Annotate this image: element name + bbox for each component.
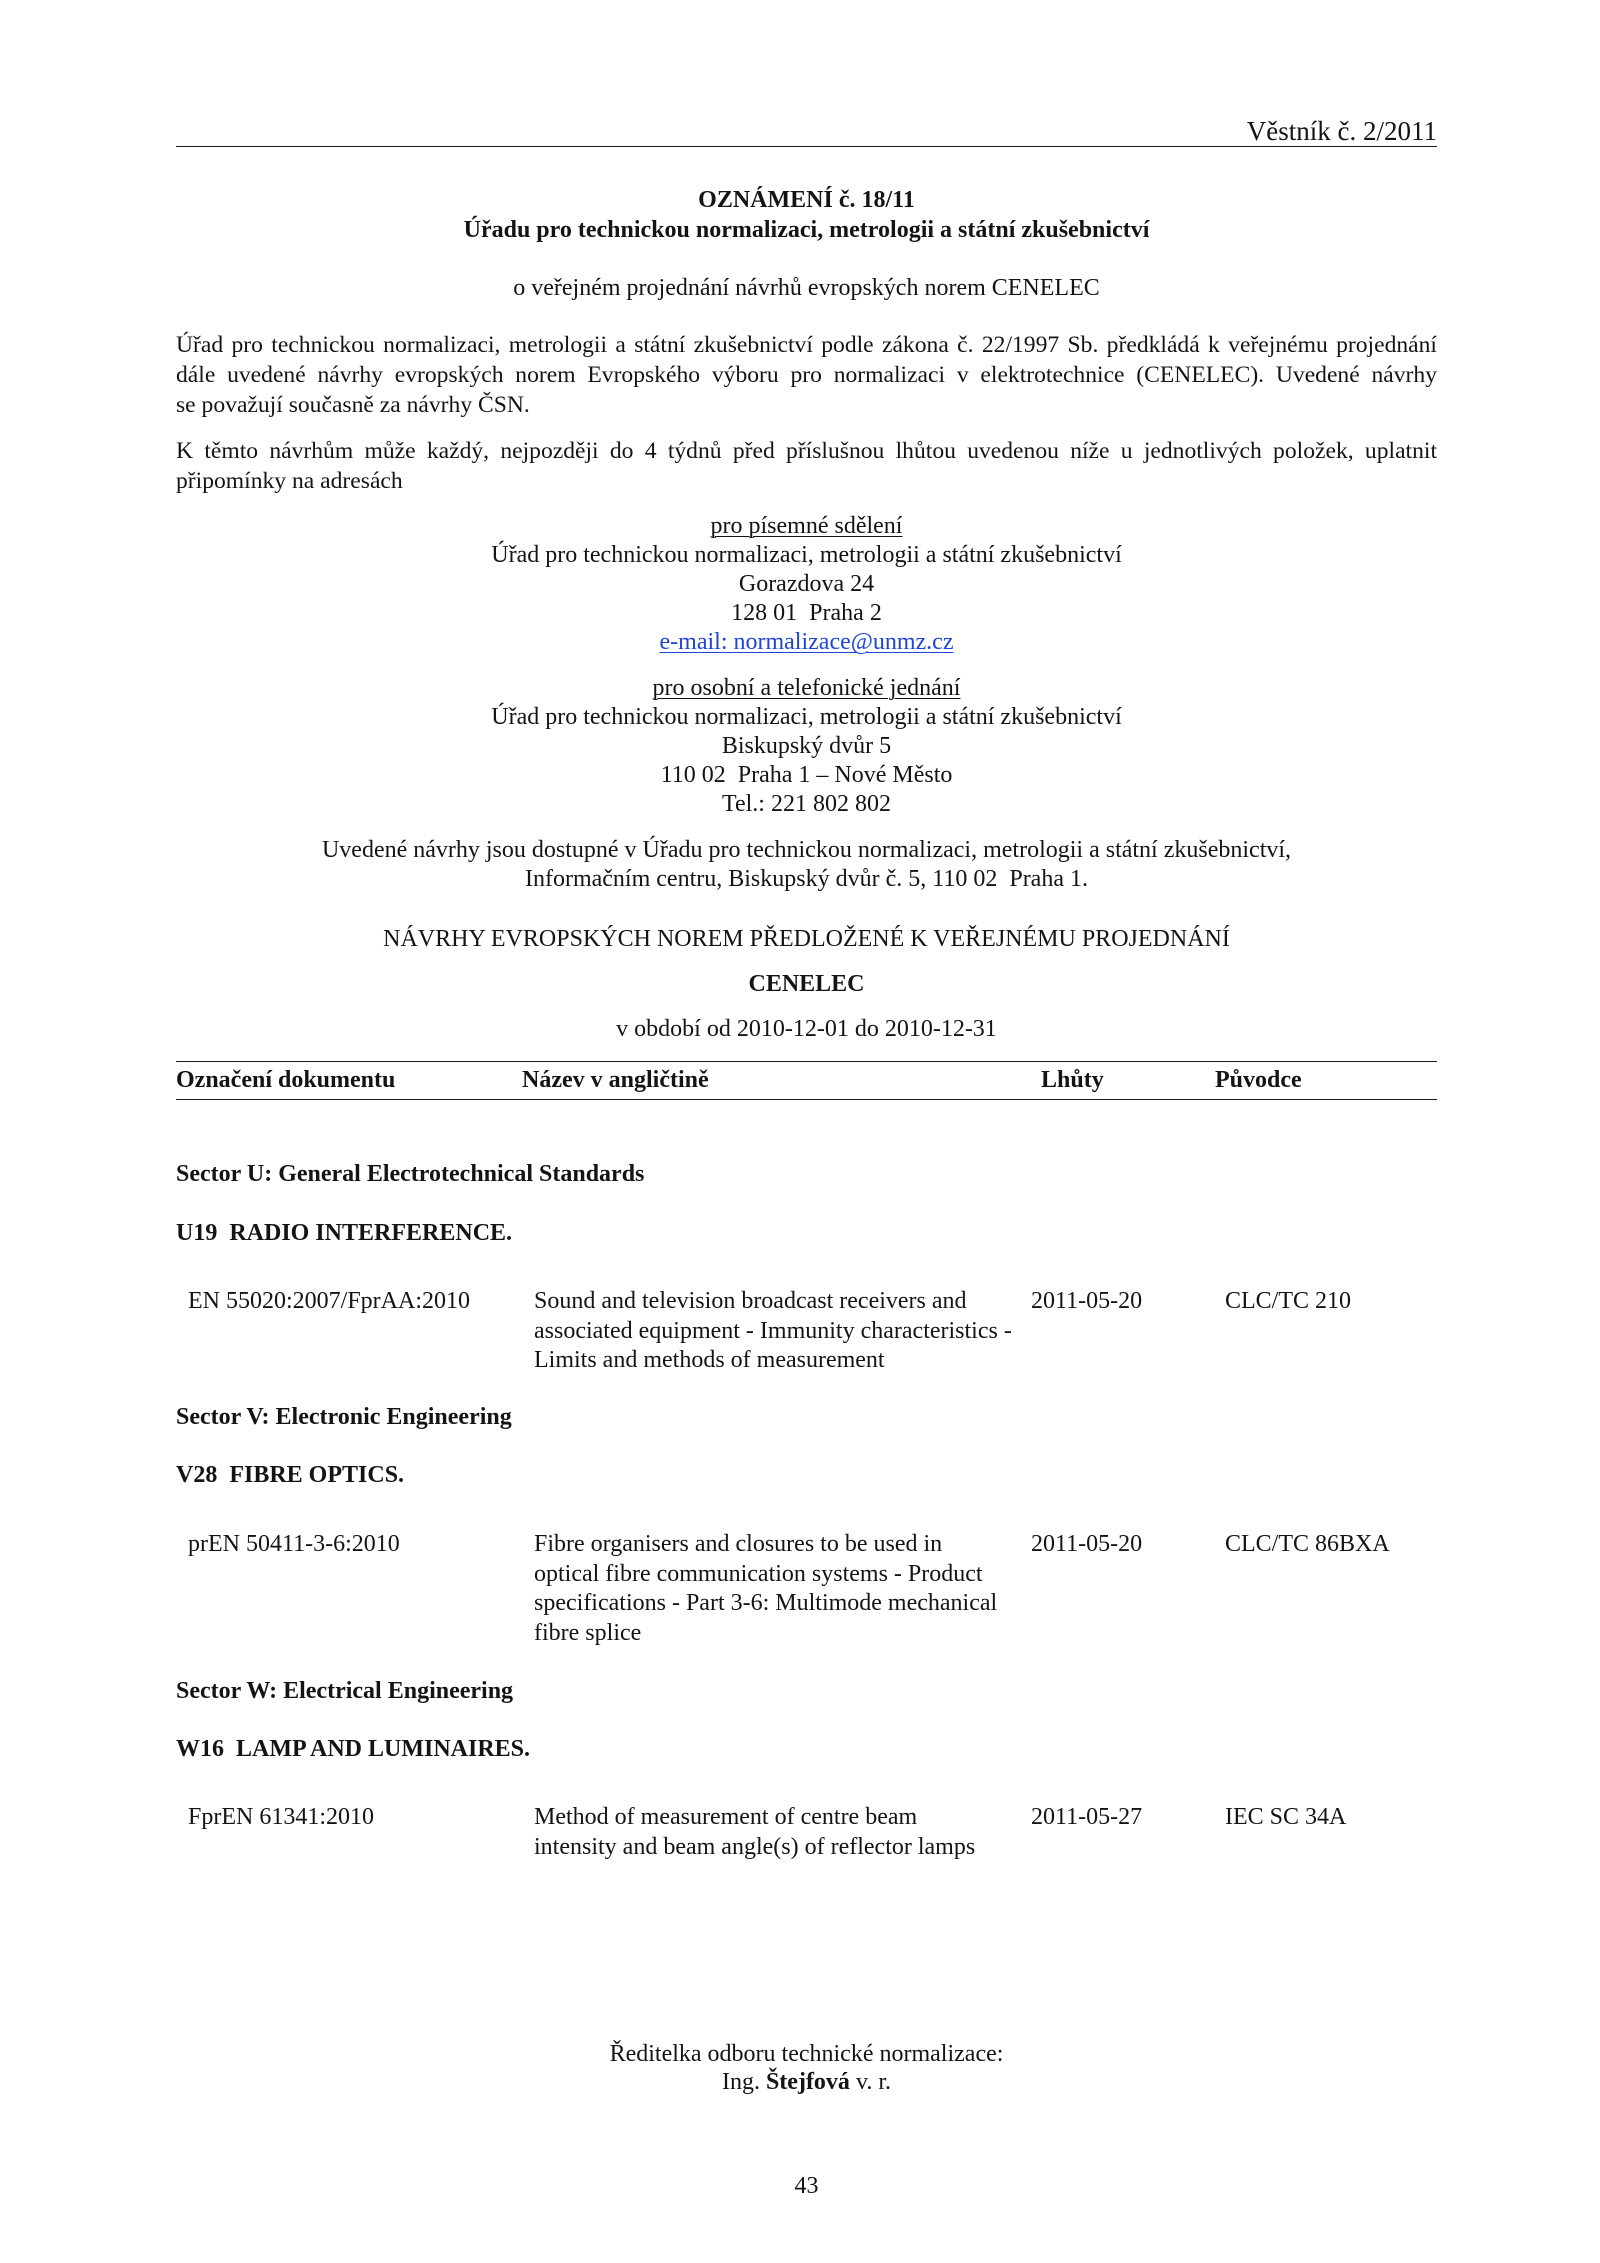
signature-name: Štejfová: [765, 2069, 850, 2095]
personal-contact-line: Úřad pro technickou normalizaci, metrologii a státní zkušebnictví: [491, 704, 1122, 731]
document-title: Method of measurement of centre beam intensity and beam angle(s) of reflector lamps: [534, 1804, 976, 1860]
notice-heading: [176, 185, 1437, 245]
document-title: Fibre organisers and closures to be used in optical fibre communication systems - Product specifications - Part 3-6: Multimode mechanical fibre splice: [534, 1531, 998, 1647]
written-contact-line: 128 01 Praha 2: [731, 600, 882, 627]
table-row: [0, 1530, 1600, 1647]
sector-heading: Sector V: Electronic Engineering: [176, 1404, 512, 1430]
signature-role: Ředitelka odboru technické normalizace:: [609, 2041, 1004, 2067]
table-top-rule: [176, 1061, 1437, 1062]
document-id: prEN 50411-3-6:2010: [188, 1531, 400, 1557]
document-originator: CLC/TC 86BXA: [1225, 1531, 1390, 1557]
intro-line: dále uvedené návrhy evropských norem Evropského výboru pro normalizaci v elektrotechnice (CENELEC). Uvedené návrhy: [176, 361, 1437, 388]
availability-line: Informačním centru, Biskupský dvůr č. 5, 110 02 Praha 1.: [524, 866, 1088, 892]
personal-contact-phone: Tel.: 221 802 802: [722, 791, 891, 818]
signature-block: [176, 2040, 1437, 2096]
comments-paragraph: [176, 437, 1437, 497]
signature-suffix: v. r.: [855, 2069, 892, 2095]
header-rule: [176, 146, 1437, 147]
personal-contact-heading: pro osobní a telefonické jednání: [652, 675, 961, 701]
document-deadline: 2011-05-20: [1031, 1288, 1143, 1314]
column-header-document: Označení dokumentu: [176, 1067, 396, 1093]
document-deadline: 2011-05-27: [1031, 1804, 1143, 1830]
written-contact-heading: pro písemné sdělení: [710, 513, 903, 539]
availability-line: Uvedené návrhy jsou dostupné v Úřadu pro technickou normalizaci, metrologii a státní zkušebnictví,: [321, 837, 1292, 863]
document-id: FprEN 61341:2010: [188, 1804, 374, 1830]
group-heading: W16 LAMP AND LUMINAIRES.: [176, 1736, 531, 1762]
listing-body: CENELEC: [748, 971, 865, 997]
signature-degree: Ing.: [721, 2069, 760, 2095]
sector-heading: Sector U: General Electrotechnical Standards: [176, 1161, 645, 1187]
notice-subject: o veřejném projednání návrhů evropských norem CENELEC: [513, 275, 1100, 301]
intro-paragraph: [176, 331, 1437, 420]
running-header: Věstník č. 2/2011: [1246, 116, 1437, 146]
column-header-deadline: Lhůty: [1041, 1067, 1104, 1093]
listing-period: v období od 2010-12-01 do 2010-12-31: [616, 1016, 997, 1042]
sector-heading: Sector W: Electrical Engineering: [176, 1678, 514, 1704]
intro-line: se považují současně za návrhy ČSN.: [176, 391, 530, 418]
personal-contact-line: 110 02 Praha 1 – Nové Město: [660, 762, 953, 789]
page-number: 43: [794, 2173, 819, 2199]
intro-line: Úřad pro technickou normalizaci, metrologii a státní zkušebnictví podle zákona č. 22/1997 Sb. předkládá k veřejnému projednání: [176, 332, 1437, 358]
written-contact-line: Úřad pro technickou normalizaci, metrologii a státní zkušebnictví: [491, 542, 1122, 569]
notice-title: OZNÁMENÍ č. 18/11: [698, 187, 915, 213]
table-row: [0, 1287, 1600, 1374]
document-deadline: 2011-05-20: [1031, 1531, 1143, 1557]
personal-contact-line: Biskupský dvůr 5: [721, 733, 892, 760]
table-header-rule: [176, 1099, 1437, 1100]
document-id: EN 55020:2007/FprAA:2010: [188, 1288, 470, 1314]
comments-line: K těmto návrhům může každý, nejpozději do 4 týdnů před příslušnou lhůtou uvedenou níže u jednotlivých položek, uplatnit: [176, 438, 1437, 464]
availability-note: [176, 836, 1437, 894]
document-originator: CLC/TC 210: [1225, 1288, 1352, 1314]
personal-contact-block: [176, 674, 1437, 819]
written-contact-block: [176, 512, 1437, 657]
document-originator: IEC SC 34A: [1225, 1804, 1347, 1830]
column-header-title: Název v angličtině: [522, 1067, 709, 1093]
listing-title: NÁVRHY EVROPSKÝCH NOREM PŘEDLOŽENÉ K VEŘEJNÉMU PROJEDNÁNÍ: [383, 926, 1230, 952]
table-row: [0, 1803, 1600, 1860]
group-heading: U19 RADIO INTERFERENCE.: [176, 1220, 513, 1246]
email-link[interactable]: e-mail: normalizace@unmz.cz: [659, 629, 954, 656]
column-header-originator: Původce: [1215, 1067, 1302, 1093]
document-title: Sound and television broadcast receivers and associated equipment - Immunity characteristics - Limits and methods of measurement: [534, 1288, 1012, 1374]
group-heading: V28 FIBRE OPTICS.: [176, 1462, 405, 1488]
table-header-row: [0, 1066, 1600, 1095]
notice-issuer: Úřadu pro technickou normalizaci, metrologii a státní zkušebnictví: [463, 217, 1150, 243]
comments-line: připomínky na adresách: [176, 467, 403, 494]
written-contact-line: Gorazdova 24: [738, 571, 875, 598]
signature-name-line: [176, 2068, 1437, 2096]
